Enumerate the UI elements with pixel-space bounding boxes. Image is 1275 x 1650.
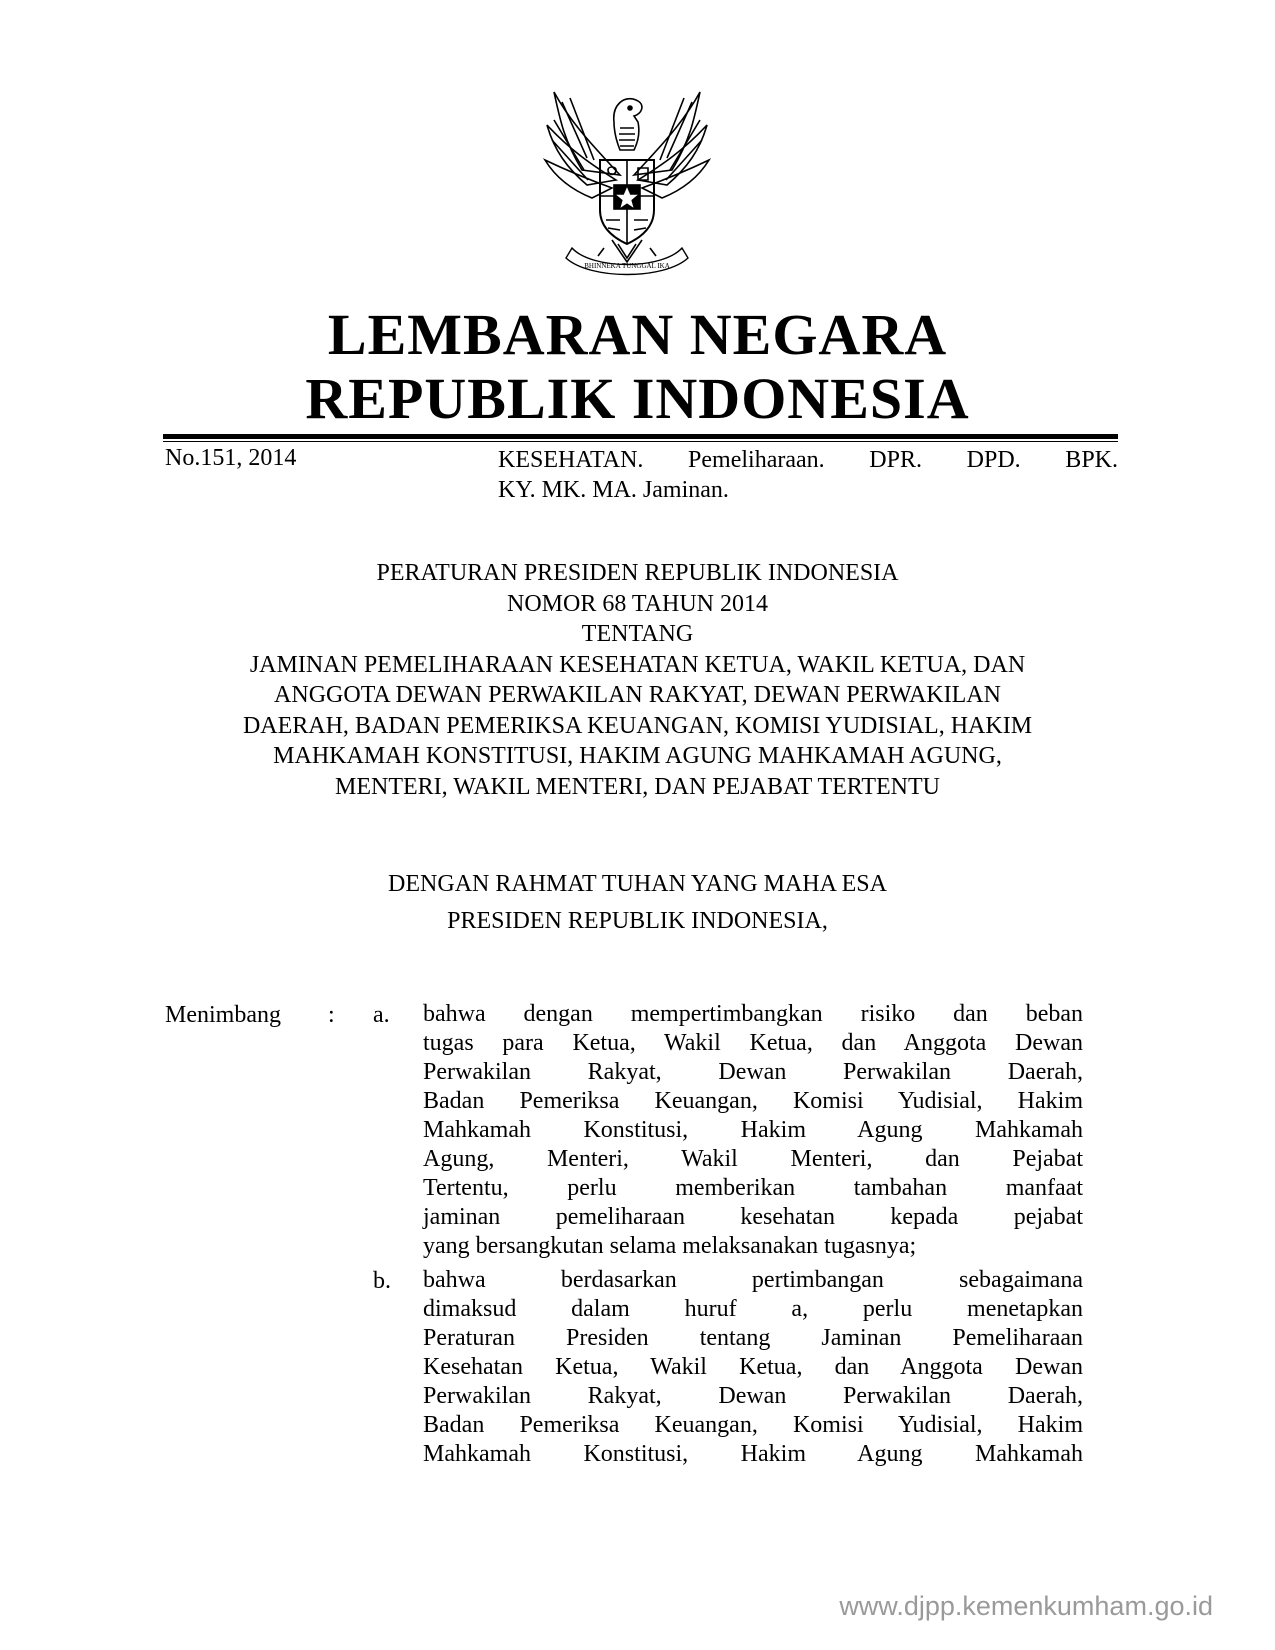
item-line: bahwa dengan mempertimbangkan risiko dan beban [423,1001,1083,1027]
considering-label: Menimbang [165,1002,281,1028]
masthead-rule-thin [163,441,1118,442]
item-letter: b. [373,1268,391,1294]
gazette-subject-line: KY. MK. MA. Jaminan. [498,477,729,503]
masthead-rule-thick [163,434,1118,439]
preamble [0,866,1275,940]
title-line: DAERAH, BADAN PEMERIKSA KEUANGAN, KOMISI YUDISIAL, HAKIM [242,712,1033,739]
considering-colon: : [328,1002,335,1028]
title-line: JAMINAN PEMELIHARAAN KESEHATAN KETUA, WAKIL KETUA, DAN [249,651,1026,678]
masthead-title: LEMBARAN NEGARA [327,302,948,367]
item-line: Mahkamah Konstitusi, Hakim Agung Mahkamah [423,1441,1083,1467]
preamble-line: DENGAN RAHMAT TUHAN YANG MAHA ESA [388,871,887,897]
footer-url[interactable]: www.djpp.kemenkumham.go.id [839,1591,1213,1621]
considering-item-a [423,1000,1083,1261]
title-line: ANGGOTA DEWAN PERWAKILAN RAKYAT, DEWAN PERWAKILAN [274,682,1001,708]
title-line: MENTERI, WAKIL MENTERI, DAN PEJABAT TERTENTU [335,773,940,800]
item-line: Tertentu, perlu memberikan tambahan manfaat [423,1175,1083,1201]
item-line: Agung, Menteri, Wakil Menteri, dan Pejabat [423,1146,1083,1172]
item-line: Kesehatan Ketua, Wakil Ketua, dan Anggota Dewan [423,1354,1083,1380]
title-line: TENTANG [581,621,694,647]
item-line: Perwakilan Rakyat, Dewan Perwakilan Daerah, [423,1059,1083,1085]
item-letter: a. [373,1002,390,1028]
gazette-number: No.151, 2014 [165,445,297,471]
item-line: dimaksud dalam huruf a, perlu menetapkan [423,1296,1083,1322]
preamble-line: PRESIDEN REPUBLIK INDONESIA, [447,908,828,934]
gazette-subject-line: KESEHATAN. Pemeliharaan. DPR. DPD. BPK. [498,447,1118,473]
item-line: Badan Pemeriksa Keuangan, Komisi Yudisial, Hakim [423,1088,1083,1114]
item-line: Peraturan Presiden tentang Jaminan Pemeliharaan [423,1325,1083,1351]
item-line: bahwa berdasarkan pertimbangan sebagaimana [423,1267,1083,1293]
item-line: Mahkamah Konstitusi, Hakim Agung Mahkamah [423,1117,1083,1143]
item-line: jaminan pemeliharaan kesehatan kepada pejabat [423,1204,1083,1230]
item-line: Perwakilan Rakyat, Dewan Perwakilan Daerah, [423,1383,1083,1409]
considering-item-b [423,1266,1083,1469]
item-line: Badan Pemeriksa Keuangan, Komisi Yudisial, Hakim [423,1412,1083,1438]
masthead-subtitle: REPUBLIK INDONESIA [305,366,970,431]
title-line: MAHKAMAH KONSTITUSI, HAKIM AGUNG MAHKAMAH AGUNG, [273,743,1002,769]
title-line: NOMOR 68 TAHUN 2014 [507,590,768,617]
regulation-title [0,558,1275,802]
emblem-motto: BHINNEKA TUNGGAL IKA [584,262,670,270]
gazette-subject [498,445,1118,505]
item-line: yang bersangkutan selama melaksanakan tugasnya; [423,1233,917,1259]
garuda-pancasila-emblem [542,80,712,280]
title-line: PERATURAN PRESIDEN REPUBLIK INDONESIA [376,560,899,586]
item-line: tugas para Ketua, Wakil Ketua, dan Anggota Dewan [423,1030,1083,1056]
